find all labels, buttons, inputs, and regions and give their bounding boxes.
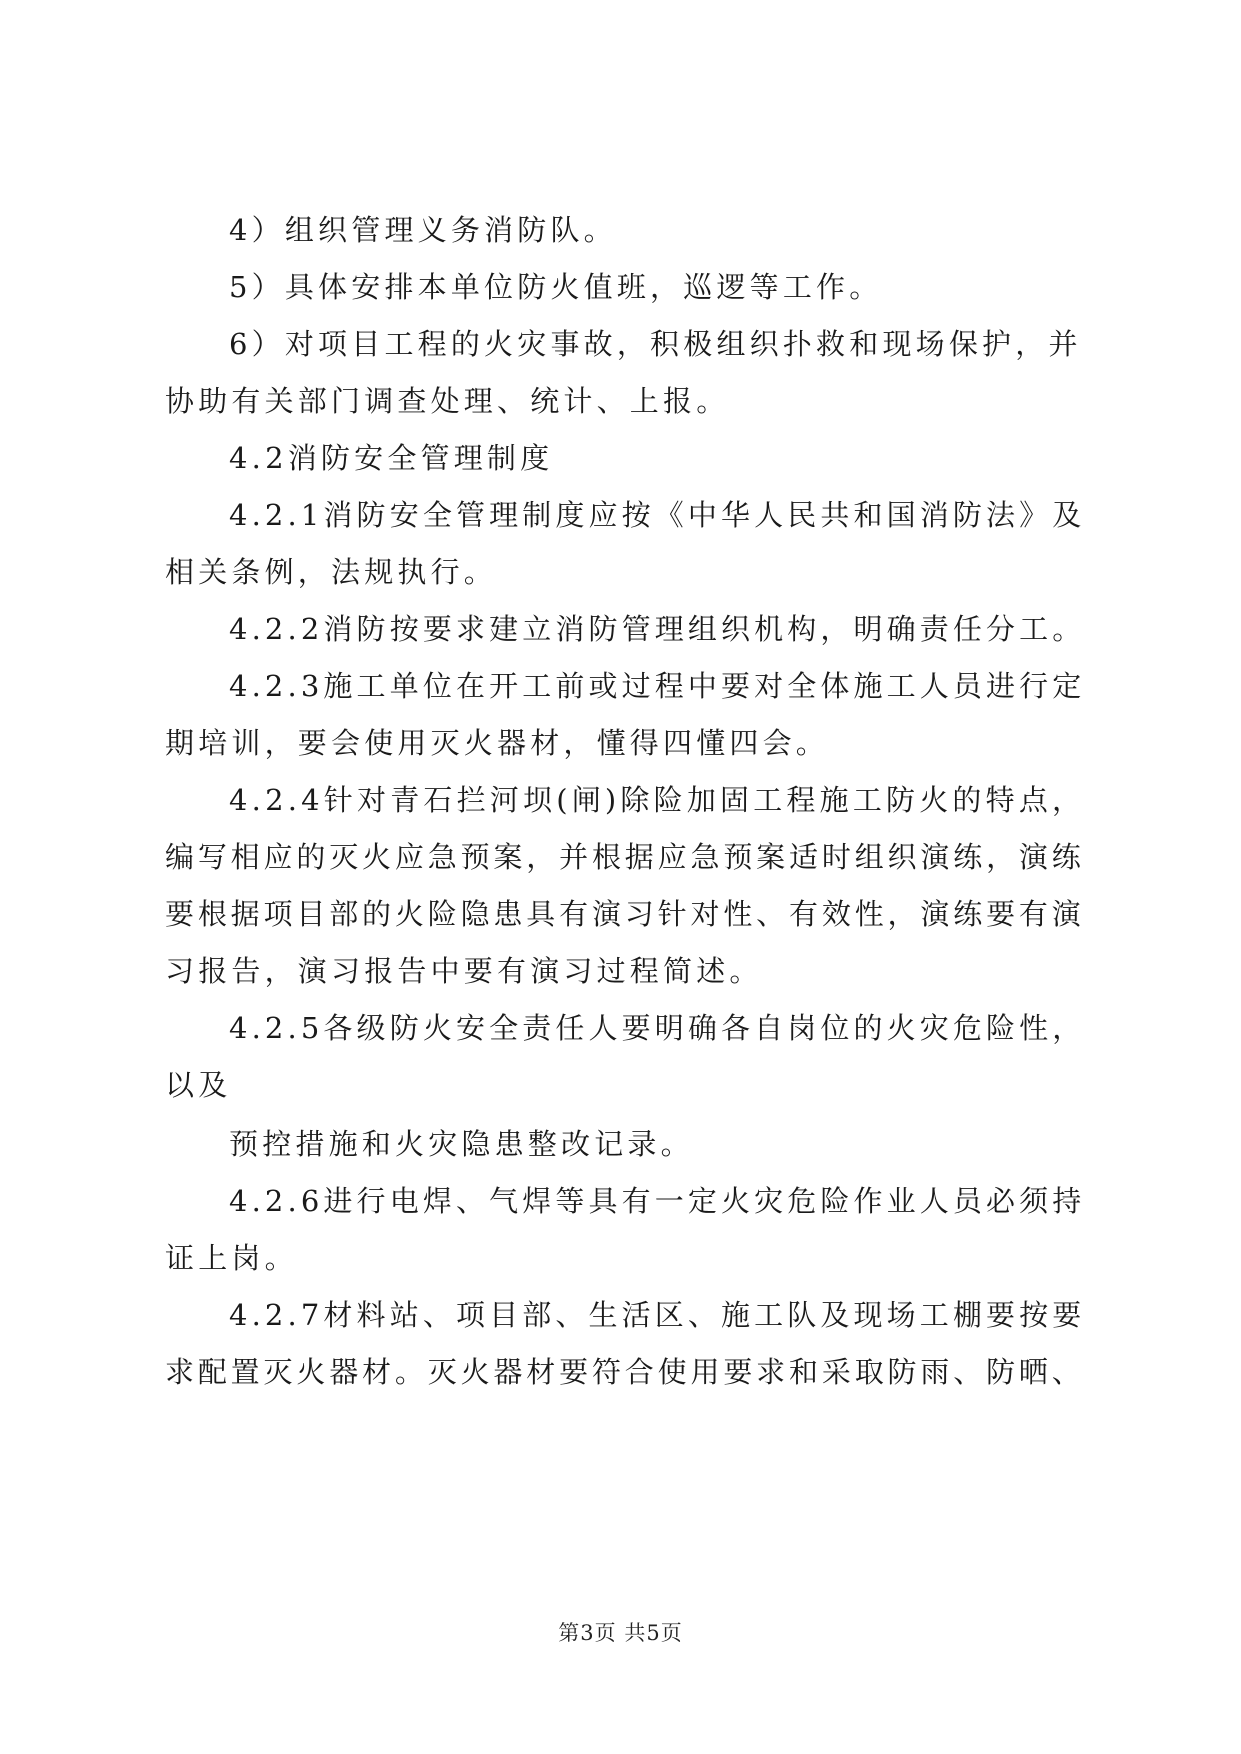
text-line: 4.2.7材料站、项目部、生活区、施工队及现场工棚要按要 xyxy=(229,1298,1086,1332)
text-line: 5）具体安排本单位防火值班，巡逻等工作。 xyxy=(229,270,883,304)
text-line: 6）对项目工程的火灾事故，积极组织扑救和现场保护，并 xyxy=(229,327,1082,361)
text-line: 协助有关部门调查处理、统计、上报。 xyxy=(165,384,730,418)
text-line: 要根据项目部的火险隐患具有演习针对性、有效性，演练要有演 xyxy=(165,897,1085,931)
text-line: 4.2.1消防安全管理制度应按《中华人民共和国消防法》及 xyxy=(229,498,1086,532)
text-line: 4.2.4针对青石拦河坝(闸)除险加固工程施工防火的特点， xyxy=(229,783,1086,817)
text-line: 期培训，要会使用灭火器材，懂得四懂四会。 xyxy=(165,726,830,760)
text-line: 4.2.6进行电焊、气焊等具有一定火灾危险作业人员必须持 xyxy=(229,1184,1086,1218)
text-line: 编写相应的灭火应急预案，并根据应急预案适时组织演练，演练 xyxy=(165,840,1085,874)
text-line: 习报告，演习报告中要有演习过程简述。 xyxy=(165,954,763,988)
text-line: 预控措施和火灾隐患整改记录。 xyxy=(229,1127,694,1161)
section-heading: 4.2消防安全管理制度 xyxy=(229,441,554,475)
text-line: 4.2.5各级防火安全责任人要明确各自岗位的火灾危险性， xyxy=(229,1011,1086,1045)
text-line: 4）组织管理义务消防队。 xyxy=(229,213,617,247)
page-number-footer: 第3页 共5页 xyxy=(558,1621,683,1645)
text-line: 4.2.3施工单位在开工前或过程中要对全体施工人员进行定 xyxy=(229,669,1086,703)
text-line: 以及 xyxy=(165,1068,232,1102)
text-line: 4.2.2消防按要求建立消防管理组织机构，明确责任分工。 xyxy=(229,612,1086,646)
text-line: 证上岗。 xyxy=(165,1241,298,1275)
text-line: 求配置灭火器材。灭火器材要符合使用要求和采取防雨、防晒、 xyxy=(165,1355,1085,1389)
text-line: 相关条例，法规执行。 xyxy=(165,555,498,589)
